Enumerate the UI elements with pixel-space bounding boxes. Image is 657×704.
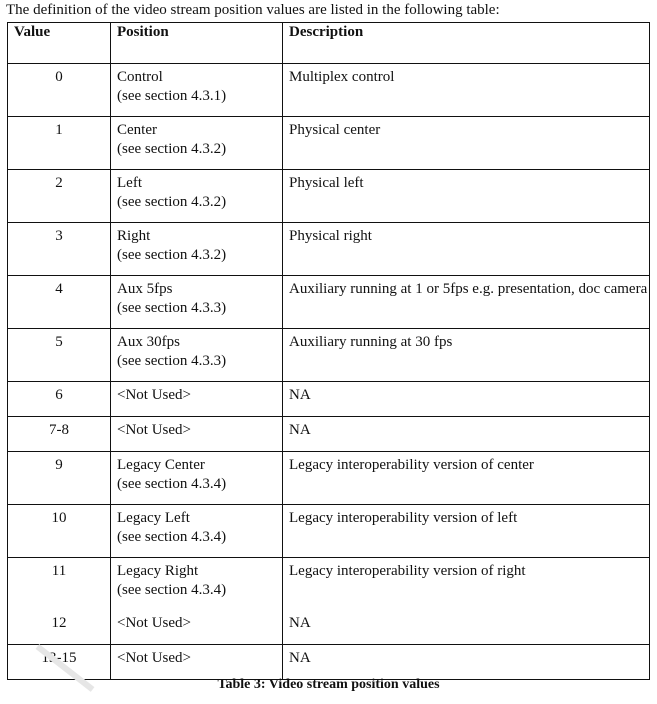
cell-position [111, 329, 283, 382]
value-text: 13-15 [41, 650, 77, 666]
description-text: Physical center [289, 122, 381, 138]
cell-description [283, 558, 650, 611]
position-values-table [7, 22, 650, 680]
cell-description [283, 505, 650, 558]
cell-description [283, 276, 650, 329]
cell-description [283, 382, 650, 417]
table-row [8, 276, 650, 329]
cell-value [8, 117, 111, 170]
position-text: Right [117, 228, 151, 244]
description-text: NA [289, 650, 311, 666]
description-text: Physical left [289, 175, 364, 191]
table-row [8, 505, 650, 558]
section-reference: (see section 4.3.4) [117, 582, 227, 598]
cell-description [283, 645, 650, 680]
position-text: <Not Used> [117, 422, 191, 438]
position-text: <Not Used> [117, 615, 191, 631]
cell-position [111, 558, 283, 611]
description-text: Legacy interoperability version of center [289, 457, 534, 473]
intro-text: The definition of the video stream position values are listed in the following table: [6, 2, 500, 18]
value-text: 1 [55, 122, 63, 138]
section-reference: (see section 4.3.3) [117, 353, 227, 369]
cell-description [283, 170, 650, 223]
table-row [8, 417, 650, 452]
position-text: <Not Used> [117, 650, 191, 666]
cell-value [8, 170, 111, 223]
value-text: 0 [55, 69, 63, 85]
table-row [8, 117, 650, 170]
value-text: 10 [51, 510, 67, 526]
table-row [8, 64, 650, 117]
description-text: NA [289, 615, 311, 631]
section-reference: (see section 4.3.1) [117, 88, 227, 104]
cell-position [111, 645, 283, 680]
table-caption: Table 3: Video stream position values [217, 677, 440, 692]
header-description: Description [283, 23, 650, 64]
position-text: Aux 5fps [117, 281, 173, 297]
position-text: Aux 30fps [117, 334, 180, 350]
position-text: Center [117, 122, 157, 138]
cell-value [8, 452, 111, 505]
section-reference: (see section 4.3.2) [117, 141, 227, 157]
cell-value [8, 276, 111, 329]
cell-position [111, 64, 283, 117]
description-text: Legacy interoperability version of left [289, 510, 518, 526]
cell-position [111, 276, 283, 329]
position-text: Control [117, 69, 163, 85]
value-text: 4 [55, 281, 63, 297]
cell-description [283, 610, 650, 645]
cell-position [111, 170, 283, 223]
cell-description [283, 452, 650, 505]
table-row [8, 329, 650, 382]
value-text: 5 [55, 334, 63, 350]
description-text: NA [289, 387, 311, 403]
table-row [8, 610, 650, 645]
description-text: Auxiliary running at 30 fps [289, 334, 453, 350]
description-text: Physical right [289, 228, 372, 244]
position-text: Legacy Center [117, 457, 205, 473]
table-row [8, 223, 650, 276]
value-text: 12 [51, 615, 67, 631]
section-reference: (see section 4.3.4) [117, 476, 227, 492]
cell-description [283, 223, 650, 276]
position-text: Left [117, 175, 142, 191]
cell-position [111, 452, 283, 505]
table-row [8, 558, 650, 611]
cell-position [111, 117, 283, 170]
cell-value [8, 223, 111, 276]
cell-description [283, 117, 650, 170]
section-reference: (see section 4.3.3) [117, 300, 227, 316]
cell-position [111, 223, 283, 276]
table-row [8, 645, 650, 680]
cell-value [8, 64, 111, 117]
cell-description [283, 329, 650, 382]
cell-value [8, 417, 111, 452]
section-reference: (see section 4.3.2) [117, 194, 227, 210]
cell-value [8, 505, 111, 558]
table-header-row [8, 23, 650, 64]
position-text: <Not Used> [117, 387, 191, 403]
cell-value [8, 382, 111, 417]
position-text: Legacy Left [117, 510, 190, 526]
value-text: 7-8 [49, 422, 69, 438]
position-text: Legacy Right [117, 563, 199, 579]
cell-value [8, 329, 111, 382]
description-text: NA [289, 422, 311, 438]
cell-value [8, 610, 111, 645]
value-text: 6 [55, 387, 63, 403]
cell-value [8, 558, 111, 611]
header-value: Value [8, 23, 111, 64]
cell-description [283, 417, 650, 452]
table-row [8, 170, 650, 223]
value-text: 2 [55, 175, 63, 191]
cell-position [111, 382, 283, 417]
cell-description [283, 64, 650, 117]
description-text: Multiplex control [289, 69, 395, 85]
cell-position [111, 610, 283, 645]
table-row [8, 452, 650, 505]
header-position: Position [111, 23, 283, 64]
section-reference: (see section 4.3.2) [117, 247, 227, 263]
value-text: 3 [55, 228, 63, 244]
description-text: Auxiliary running at 1 or 5fps e.g. presentation, doc camera [289, 281, 648, 297]
section-reference: (see section 4.3.4) [117, 529, 227, 545]
value-text: 9 [55, 457, 63, 473]
cell-position [111, 417, 283, 452]
description-text: Legacy interoperability version of right [289, 563, 526, 579]
cell-position [111, 505, 283, 558]
value-text: 11 [51, 563, 67, 579]
table-row [8, 382, 650, 417]
